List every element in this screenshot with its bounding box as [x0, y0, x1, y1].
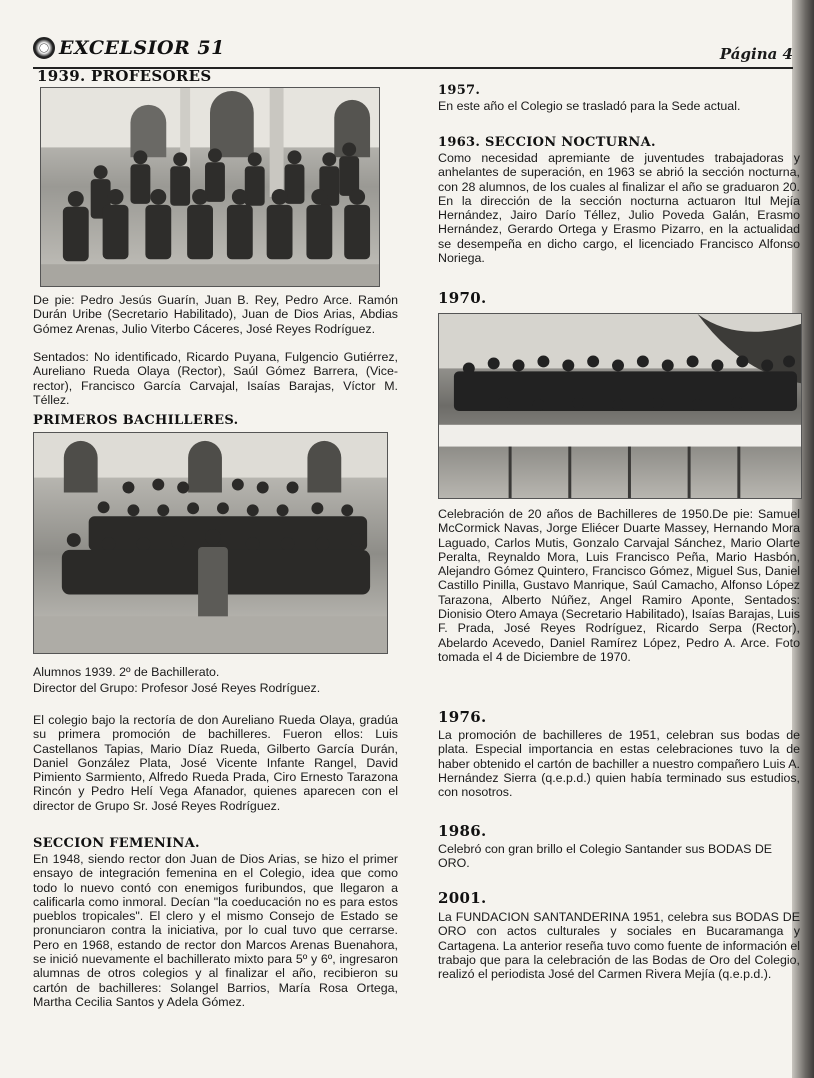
photo-primeros-bachilleres — [33, 432, 388, 654]
photo-image — [34, 433, 387, 653]
heading-1963-seccion-nocturna: 1963. SECCION NOCTURNA. — [438, 135, 656, 150]
text-1976: La promoción de bachilleres de 1951, celebran sus bodas de plata. Especial importancia en estas celebraciones tuvo la de haber obtenido el cartón de bachiller a nuestro compañero Luis A. Hernández Sierra (q.e.p.d.) quien había terminado sus estudios, con nosotros. — [438, 728, 800, 800]
caption-director-grupo: Director del Grupo: Profesor José Reyes Rodríguez. — [33, 681, 321, 695]
photo-image — [439, 314, 801, 498]
heading-2001: 2001. — [438, 889, 487, 907]
heading-seccion-femenina: SECCION FEMENINA. — [33, 836, 200, 851]
text-1957: En este año el Colegio se trasladó para la Sede actual. — [438, 99, 741, 113]
heading-1986: 1986. — [438, 822, 487, 840]
text-1986: Celebró con gran brillo el Colegio Santander sus BODAS DE ORO. — [438, 842, 773, 871]
caption-profesores-standing: De pie: Pedro Jesús Guarín, Juan B. Rey, Pedro Arce. Ramón Durán Uribe (Secretario Habilitado), Juan de Dios Arias, Abdias Gómez Arenas, Julio Viterbo Cáceres, José Reyes Rodríguez. — [33, 293, 398, 336]
photo-celebracion-1970 — [438, 313, 802, 499]
caption-alumnos-1939: Alumnos 1939. 2º de Bachillerato. — [33, 665, 220, 679]
photo-profesores-1939 — [40, 87, 380, 287]
text-1963: Como necesidad apremiante de juventudes trabajadoras y anhelantes de superación, en 1963 se abrió la sección nocturna, con 28 alumnos, de los cuales al finalizar el año se graduaron 20. En la dirección de la sección nocturna actuaron Itul Mejía Hernández, Jairo Darío Téllez, Julio Poveda Galán, Erasmo Hernández, Gerardo Ortega y Erasmo Pizarro, en la actualidad se desempeña en dicho cargo, el licenciado Francisco Alfonso Noriega. — [438, 151, 800, 266]
page-header — [33, 33, 793, 69]
photo-image — [41, 88, 379, 286]
heading-1970: 1970. — [438, 289, 487, 307]
text-seccion-femenina: En 1948, siendo rector don Juan de Dios Arias, se hizo el primer ensayo de integración femenina en el Colegio, idea que como todo lo nuevo contó con enemigos furibundos, que llegaron a calificarla como inmoral. Decían "la coeducación no es para estos pueblos tropicales". El clero y el mismo Consejo de Estado se pronunciaron contra la iniciativa, por lo cual tuvo que cerrarse. Pero en 1968, estando de rector don Marcos Arenas Buenahora, se inició nuevamente el bachillerato mixto para 5º y 6º, ingresaron alumnas de otros colegios y al finalizar el año, recibieron su cartón de bachilleres: Solangel Barrios, María Rosa Ortega, Martha Cecilia Santos y Adela Gómez. — [33, 852, 398, 1009]
page-number: Página 4 — [719, 45, 793, 63]
heading-primeros-bachilleres: PRIMEROS BACHILLERES. — [33, 413, 239, 428]
caption-celebracion-1970: Celebración de 20 años de Bachilleres de 1950.De pie: Samuel McCormick Navas, Jorge Eliécer Duarte Massey, Hernando Mora Laguado, Carlos Mutis, Gonzalo Carvajal Sánchez, Mario Olarte Peralta, Reynaldo Mora, Luis Francisco Peña, Mario Hasbón, Alejandro Gómez Quintero, Francisco Gómez, Miguel Sus, Daniel Castillo Pinilla, Gustavo Manrique, Saúl Camacho, Alfonso López Tarazona, Alberto Núñez, Angel Ramiro Aponte, Sentados: Dionisio Otero Amaya (Secretario Habilitado), Isaías Barajas, Luis F. Prada, José Reyes Rodríguez, Ricardo Serpa (Rector), Abelardo Acevedo, Daniel Ramírez López, Pedro A. Arce. Foto tomada el 4 de Diciembre de 1970. — [438, 507, 800, 664]
logo-text: EXCELSIOR 51 — [59, 37, 225, 59]
seal-icon — [33, 37, 55, 59]
text-2001: La FUNDACION SANTANDERINA 1951, celebra sus BODAS DE ORO con actos culturales y sociales en Bucaramanga y Cartagena. La anterior reseña tuvo como fuente de información el trabajo que para la celebración de las Bodas de Oro del Colegio, realizó el periodista José del Carmen Rivera Mejía (q.e.p.d.). — [438, 910, 800, 982]
caption-profesores-seated: Sentados: No identificado, Ricardo Puyana, Fulgencio Gutiérrez, Aureliano Rueda Olaya (Rector), Saúl Gómez Barrera, (Vice-rector), Francisco García Carvajal, Isaías Barajas, Víctor M. Téllez. — [33, 350, 398, 407]
heading-1976: 1976. — [438, 708, 487, 726]
magazine-logo — [33, 35, 225, 61]
heading-1939-profesores: 1939. PROFESORES — [37, 67, 212, 85]
heading-1957: 1957. — [438, 83, 481, 98]
text-primeros-bachilleres: El colegio bajo la rectoría de don Aureliano Rueda Olaya, gradúa su primera promoción de bachilleres. Fueron ellos: Luis Castellanos Tapias, Mario Díaz Rueda, Gilberto García Durán, Daniel González Plata, José Vicente Infante Rangel, David Pimiento Sarmiento, Alfredo Rueda Prada, Ciro Ernesto Tarazona Rincón y Pedro Helí Vega Afanador, quienes aparecen con el director de Grupo Sr. José Reyes Rodríguez. — [33, 713, 398, 813]
